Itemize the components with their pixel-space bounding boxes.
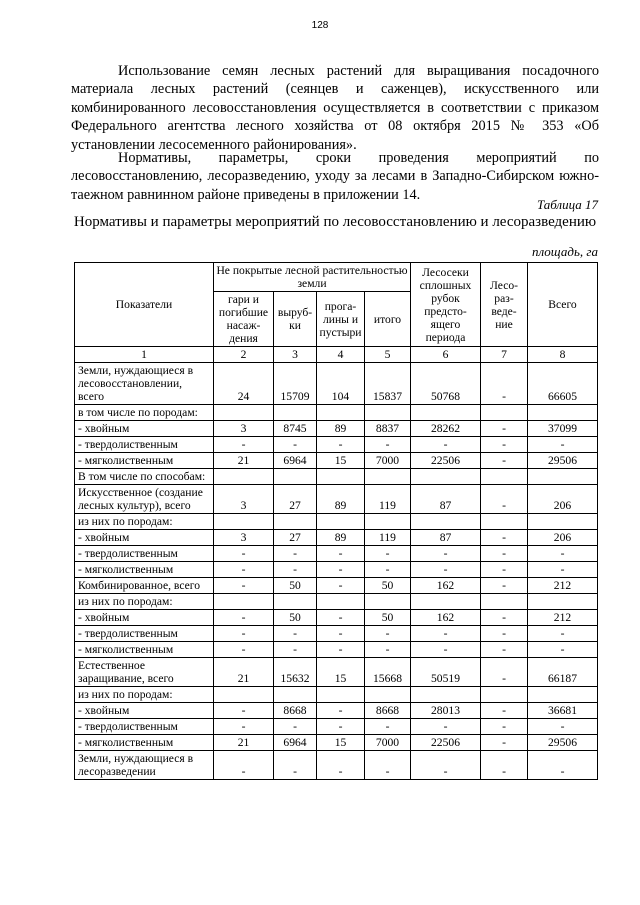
table-cell <box>481 594 528 610</box>
table-cell <box>411 687 481 703</box>
table-cell <box>274 594 317 610</box>
column-number: 6 <box>411 347 481 363</box>
table-cell: 8668 <box>365 703 411 719</box>
table-cell: - <box>274 751 317 780</box>
table-cell: 3 <box>214 485 274 514</box>
header-row <box>75 263 598 292</box>
table-cell: - <box>411 642 481 658</box>
row-label: - хвойным <box>75 530 214 546</box>
table-cell: - <box>481 719 528 735</box>
column-number: 4 <box>317 347 365 363</box>
row-label: В том числе по способам: <box>75 469 214 485</box>
table-cell: - <box>528 562 598 578</box>
table-cell: - <box>214 751 274 780</box>
table-cell: 37099 <box>528 421 598 437</box>
table-cell <box>214 594 274 610</box>
table-row <box>75 514 598 530</box>
table-cell: 50 <box>365 610 411 626</box>
table-row <box>75 530 598 546</box>
paragraph-text: Нормативы, параметры, сроки проведения мероприятий по лесовосстановлению, лесоразведению, уходу за лесами в Западно-Сибирском южно-таежном равнинном районе приведены в приложении 14. <box>71 150 599 203</box>
column-number: 7 <box>481 347 528 363</box>
row-label: - твердолиственным <box>75 626 214 642</box>
table-cell: - <box>274 546 317 562</box>
table-cell: 50 <box>274 610 317 626</box>
row-label: - твердолиственным <box>75 546 214 562</box>
paragraph-norms <box>71 149 599 204</box>
table-cell: - <box>365 719 411 735</box>
column-number-row <box>75 347 598 363</box>
table-cell: - <box>365 626 411 642</box>
table-cell: 7000 <box>365 453 411 469</box>
row-label: - мягколиственным <box>75 642 214 658</box>
table-cell <box>481 469 528 485</box>
table-row <box>75 703 598 719</box>
table-cell: - <box>481 421 528 437</box>
table-cell: - <box>317 751 365 780</box>
table-cell <box>214 687 274 703</box>
row-label: - твердолиственным <box>75 719 214 735</box>
table-cell: - <box>214 719 274 735</box>
table-cell <box>214 405 274 421</box>
table-cell: 89 <box>317 421 365 437</box>
table-cell: 162 <box>411 578 481 594</box>
table-row <box>75 562 598 578</box>
table-cell: - <box>214 546 274 562</box>
table-cell: 66605 <box>528 363 598 405</box>
table-cell: - <box>365 751 411 780</box>
table-row <box>75 421 598 437</box>
table-cell: 15837 <box>365 363 411 405</box>
table-cell: - <box>481 453 528 469</box>
table-label: Таблица 17 <box>536 197 598 212</box>
table-cell: 15 <box>317 735 365 751</box>
table-cell: - <box>317 610 365 626</box>
table-cell: 21 <box>214 735 274 751</box>
table-cell: - <box>481 530 528 546</box>
table-row <box>75 594 598 610</box>
table-cell: - <box>317 562 365 578</box>
table-cell: 206 <box>528 485 598 514</box>
table-cell: - <box>481 562 528 578</box>
table-cell: - <box>214 610 274 626</box>
table-row <box>75 610 598 626</box>
table-cell: - <box>365 437 411 453</box>
table-cell <box>411 405 481 421</box>
table-cell: 50 <box>274 578 317 594</box>
table-cell: - <box>481 363 528 405</box>
table-cell: - <box>528 437 598 453</box>
table-cell <box>317 594 365 610</box>
table-row <box>75 453 598 469</box>
table-cell: - <box>317 703 365 719</box>
table-cell: 50 <box>365 578 411 594</box>
column-number: 2 <box>214 347 274 363</box>
table-cell: - <box>481 578 528 594</box>
column-number: 3 <box>274 347 317 363</box>
table-row <box>75 363 598 405</box>
table-cell: 66187 <box>528 658 598 687</box>
table-cell: - <box>214 703 274 719</box>
table-row <box>75 658 598 687</box>
table-cell: - <box>481 626 528 642</box>
table-cell: - <box>481 610 528 626</box>
table-cell: - <box>411 562 481 578</box>
table-cell: 28013 <box>411 703 481 719</box>
table-cell: 6964 <box>274 453 317 469</box>
table-cell: 8745 <box>274 421 317 437</box>
table-cell: - <box>481 485 528 514</box>
table-cell: - <box>274 719 317 735</box>
table-cell <box>528 594 598 610</box>
table-row <box>75 719 598 735</box>
table-cell: - <box>481 546 528 562</box>
table-cell: 27 <box>274 485 317 514</box>
header-total: итого <box>365 292 411 347</box>
table-cell <box>365 687 411 703</box>
table-cell: 87 <box>411 485 481 514</box>
table-cell <box>274 469 317 485</box>
table-cell <box>214 469 274 485</box>
table-cell: 27 <box>274 530 317 546</box>
table-cell: 212 <box>528 578 598 594</box>
table-row <box>75 485 598 514</box>
row-label: Естественное заращивание, всего <box>75 658 214 687</box>
table-cell: - <box>317 719 365 735</box>
table-cell <box>317 469 365 485</box>
table-cell <box>317 687 365 703</box>
table-cell <box>411 514 481 530</box>
table-cell: 15709 <box>274 363 317 405</box>
table-cell <box>365 469 411 485</box>
table-cell <box>411 469 481 485</box>
column-number: 8 <box>528 347 598 363</box>
table-cell: - <box>481 703 528 719</box>
table-cell: - <box>274 626 317 642</box>
table-cell <box>365 405 411 421</box>
row-label: - мягколиственным <box>75 453 214 469</box>
table-cell: 22506 <box>411 453 481 469</box>
row-label: из них по породам: <box>75 514 214 530</box>
table-row <box>75 405 598 421</box>
row-label: - хвойным <box>75 421 214 437</box>
row-label: в том числе по породам: <box>75 405 214 421</box>
table-cell: - <box>317 437 365 453</box>
table-cell: 15 <box>317 658 365 687</box>
table-cell <box>528 687 598 703</box>
table-cell: - <box>411 719 481 735</box>
table-cell: 15 <box>317 453 365 469</box>
table-cell <box>528 405 598 421</box>
table-cell: 119 <box>365 530 411 546</box>
table-cell <box>274 514 317 530</box>
table-cell: 15668 <box>365 658 411 687</box>
table-cell: - <box>317 546 365 562</box>
table-cell: 15632 <box>274 658 317 687</box>
table-cell: 36681 <box>528 703 598 719</box>
row-label: из них по породам: <box>75 687 214 703</box>
table-cell: 21 <box>214 453 274 469</box>
table-cell: - <box>528 546 598 562</box>
table-cell: 89 <box>317 530 365 546</box>
table-row <box>75 546 598 562</box>
table-cell: 162 <box>411 610 481 626</box>
row-label: - хвойным <box>75 703 214 719</box>
table-cell <box>317 405 365 421</box>
table-cell: - <box>528 642 598 658</box>
table-cell: 87 <box>411 530 481 546</box>
table-cell: - <box>317 626 365 642</box>
table-cell: 22506 <box>411 735 481 751</box>
table-cell: 29506 <box>528 735 598 751</box>
page-number: 128 <box>311 20 329 31</box>
header-glades: прога-лины и пустыри <box>317 292 365 347</box>
header-afforestation: Лесо-раз-веде-ние <box>481 263 528 347</box>
table-cell: 8837 <box>365 421 411 437</box>
table-cell <box>365 514 411 530</box>
table-cell: - <box>365 562 411 578</box>
row-label: - мягколиственным <box>75 562 214 578</box>
table-cell: 206 <box>528 530 598 546</box>
table-cell: 50519 <box>411 658 481 687</box>
table-cell <box>274 687 317 703</box>
table-cell: - <box>481 751 528 780</box>
table-cell <box>528 469 598 485</box>
table-cell: - <box>528 751 598 780</box>
table-cell: 8668 <box>274 703 317 719</box>
table-cell: 21 <box>214 658 274 687</box>
table-cell: - <box>528 719 598 735</box>
table-cell: 3 <box>214 530 274 546</box>
table-cell: - <box>214 578 274 594</box>
table-cell: 28262 <box>411 421 481 437</box>
table-row <box>75 687 598 703</box>
table-cell <box>528 514 598 530</box>
table-cell <box>411 594 481 610</box>
table-cell: - <box>365 546 411 562</box>
table-cell: - <box>214 562 274 578</box>
table-cell <box>481 405 528 421</box>
table-cell: 3 <box>214 421 274 437</box>
header-all: Всего <box>528 263 598 347</box>
table-cell: - <box>481 642 528 658</box>
row-label: из них по породам: <box>75 594 214 610</box>
table-cell: 89 <box>317 485 365 514</box>
reforestation-table <box>74 262 598 780</box>
table-row <box>75 751 598 780</box>
row-label: - хвойным <box>75 610 214 626</box>
header-clearcuts: Лесосеки сплошных рубок предсто-ящего периода <box>411 263 481 347</box>
table-cell: 29506 <box>528 453 598 469</box>
table-cell: - <box>411 751 481 780</box>
table-cell <box>481 687 528 703</box>
table-cell: - <box>411 626 481 642</box>
table-cell: - <box>411 437 481 453</box>
table-row <box>75 626 598 642</box>
table-row <box>75 437 598 453</box>
table-cell: - <box>214 642 274 658</box>
table-cell <box>274 405 317 421</box>
table-cell: - <box>481 437 528 453</box>
table-cell: - <box>317 642 365 658</box>
table-body <box>75 347 598 780</box>
row-label: Комбинированное, всего <box>75 578 214 594</box>
table-cell: 50768 <box>411 363 481 405</box>
row-label: Земли, нуждающиеся в лесоразведении <box>75 751 214 780</box>
table-cell: - <box>274 437 317 453</box>
table-row <box>75 642 598 658</box>
table-row <box>75 578 598 594</box>
row-label: Искусственное (создание лесных культур), всего <box>75 485 214 514</box>
table-cell: 7000 <box>365 735 411 751</box>
table-cell <box>365 594 411 610</box>
table-row <box>75 469 598 485</box>
table-cell <box>214 514 274 530</box>
table-cell: - <box>411 546 481 562</box>
row-label: - твердолиственным <box>75 437 214 453</box>
paragraph-text: Использование семян лесных растений для выращивания посадочного материала лесных растений (сеянцев и саженцев), искусственного или комбинированного лесовосстановления осуществляется в соответствии с приказом Федерального агентства лесного хозяйства от 08 октября 2015 № 353 «Об установлении лесосеменного районирования». <box>71 63 599 153</box>
header-not-covered: Не покрытые лесной растительностью земли <box>214 263 411 292</box>
row-label: Земли, нуждающиеся в лесовосстановлении, всего <box>75 363 214 405</box>
header-cut: выруб-ки <box>274 292 317 347</box>
table-cell: - <box>274 642 317 658</box>
table-cell: - <box>214 626 274 642</box>
table-cell: - <box>481 735 528 751</box>
table-cell: 119 <box>365 485 411 514</box>
table-title: Нормативы и параметры мероприятий по лесовосстановлению и лесоразведению <box>73 214 597 230</box>
table-cell: 212 <box>528 610 598 626</box>
table-row <box>75 735 598 751</box>
table-cell: - <box>317 578 365 594</box>
column-number: 5 <box>365 347 411 363</box>
table-cell <box>317 514 365 530</box>
table-cell: - <box>528 626 598 642</box>
unit-label: площадь, га <box>531 244 598 259</box>
table-cell <box>481 514 528 530</box>
table-cell: 24 <box>214 363 274 405</box>
row-label: - мягколиственным <box>75 735 214 751</box>
table-cell: - <box>274 562 317 578</box>
table-cell: 104 <box>317 363 365 405</box>
header-burned: гари и погибшие насаж-дения <box>214 292 274 347</box>
table-cell: - <box>481 658 528 687</box>
paragraph-seeds <box>71 62 599 154</box>
header-indicators: Показатели <box>75 263 214 347</box>
table-cell: - <box>214 437 274 453</box>
table-cell: 6964 <box>274 735 317 751</box>
table-cell: - <box>365 642 411 658</box>
column-number: 1 <box>75 347 214 363</box>
